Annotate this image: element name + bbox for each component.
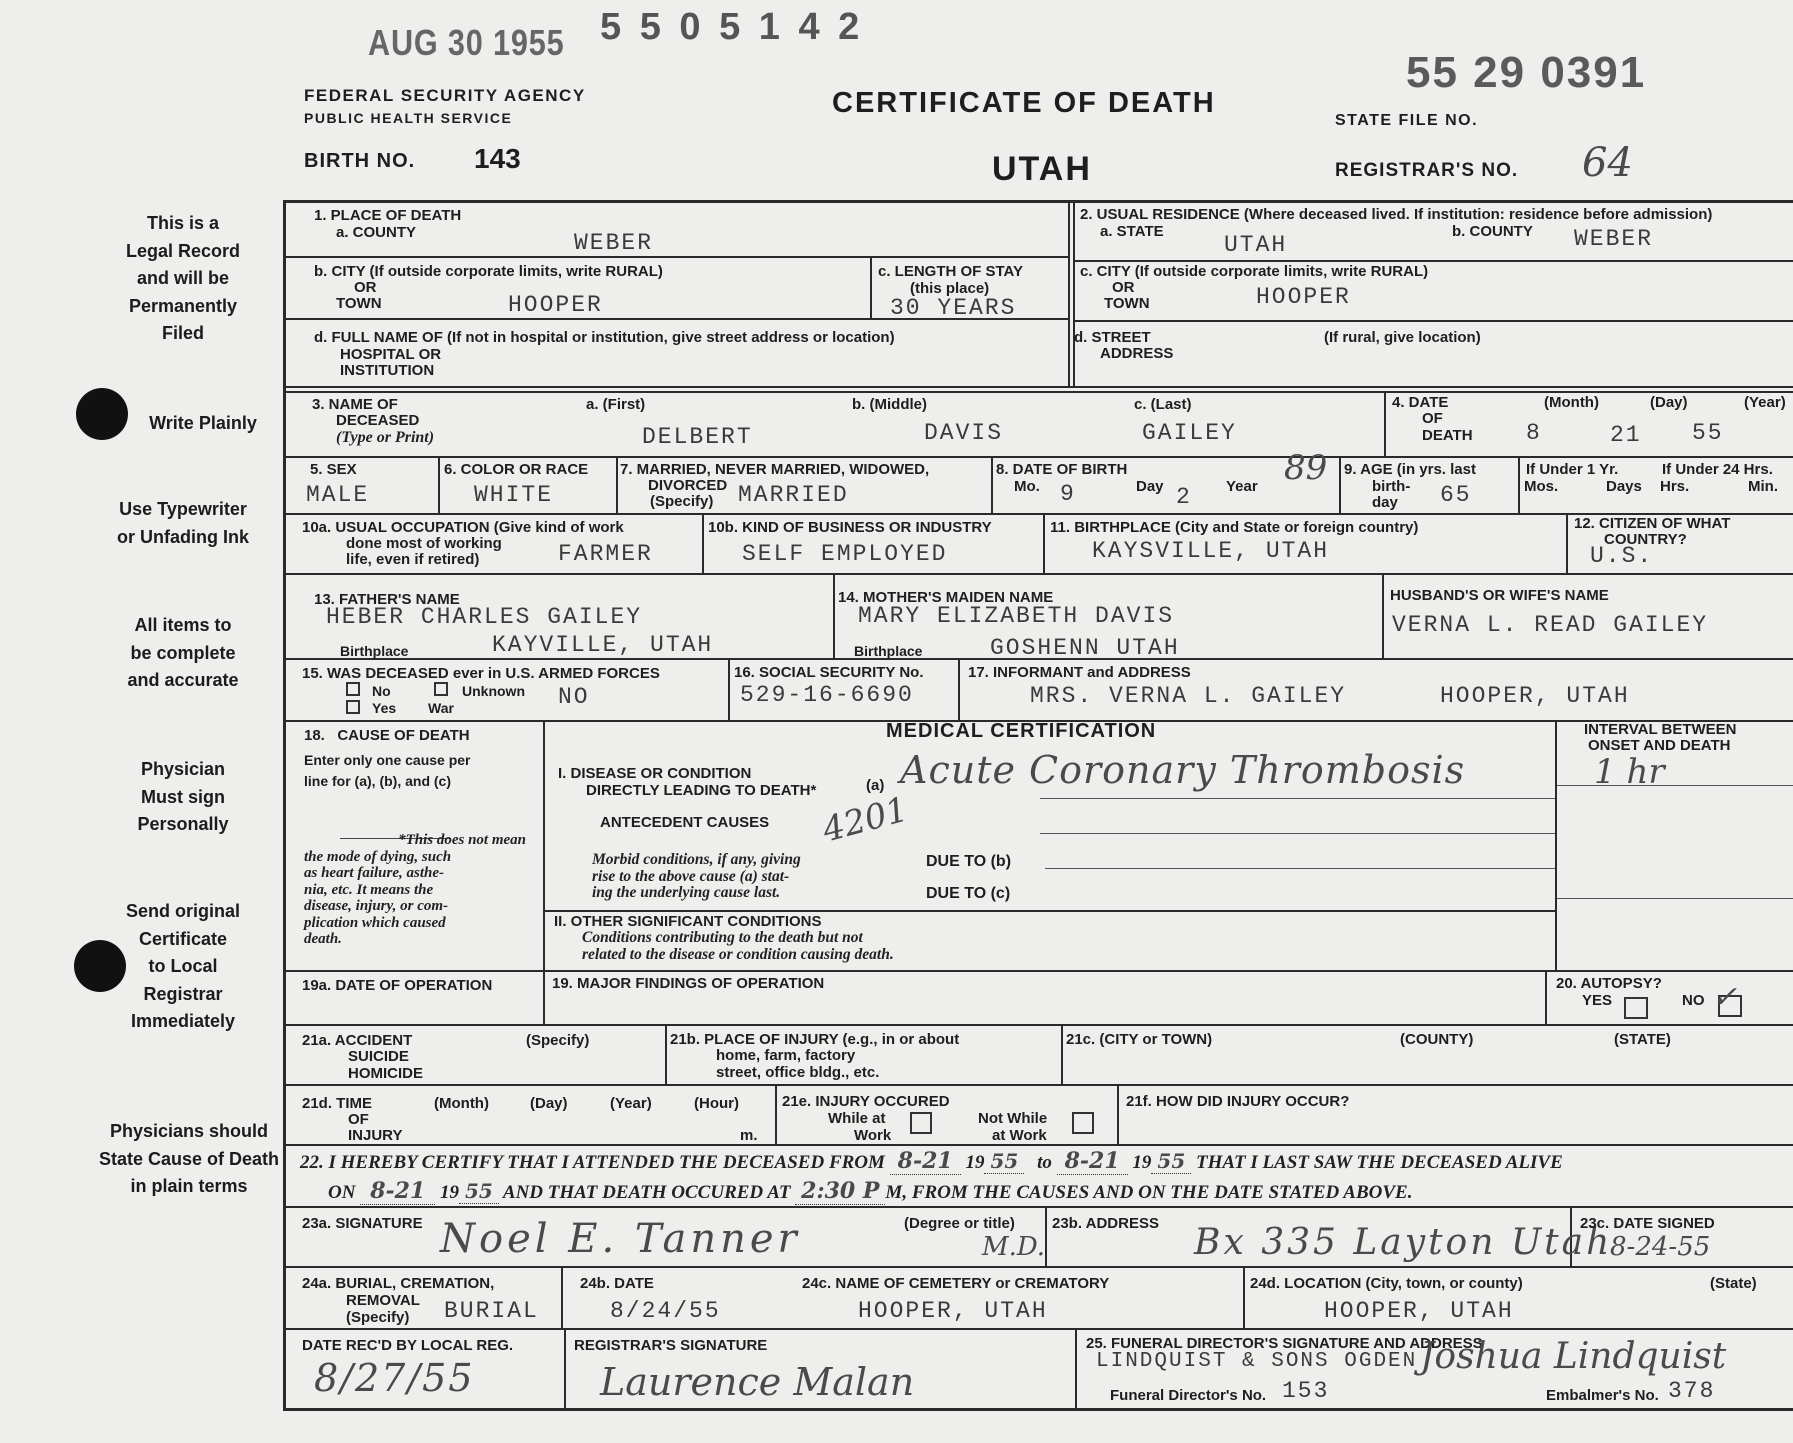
not-while-work-label-2: at Work [992,1127,1047,1144]
city-value: HOOPER [508,292,603,318]
registrar-no-value: 64 [1582,140,1633,186]
armed-forces-yes-checkbox[interactable] [346,700,360,714]
last-seen-year: 55 [459,1179,499,1204]
embalmer-no: 378 [1668,1378,1716,1404]
attend-to-year: 55 [1151,1149,1191,1174]
birth-no-label: BIRTH NO. [304,150,416,172]
birthplace-value: KAYSVILLE, UTAH [1092,538,1330,564]
autopsy-yes-label: YES [1582,992,1613,1009]
funeral-director-label: 25. FUNERAL DIRECTOR'S SIGNATURE AND ADDRESS [1086,1335,1483,1352]
write-plainly-note: Write Plainly [149,413,257,433]
hospital-label-3: INSTITUTION [340,362,435,379]
res-state-label: a. STATE [1100,223,1164,240]
hrs-label: Hrs. [1660,478,1690,495]
autopsy-no-label: NO [1682,992,1705,1009]
spouse-label: HUSBAND'S OR WIFE'S NAME [1390,587,1609,604]
attend-from-year: 55 [984,1149,1024,1174]
punch-hole-top [76,388,128,440]
death-time: 2:30 P [795,1178,885,1205]
funeral-director-no-label: Funeral Director's No. [1110,1387,1267,1404]
ssn-label: 16. SOCIAL SECURITY No. [734,664,924,681]
res-county-label: b. COUNTY [1452,223,1533,240]
send-original-note: Send original Certificate to Local Registrar Immediately [125,901,240,1031]
min-label: Min. [1748,478,1778,495]
agency-name: FEDERAL SECURITY AGENCY [304,86,586,105]
attendance-certification-line-2: ON 8-21 19 55 AND THAT DEATH OCCURED AT 2:30 P M, FROM THE CAUSES AND ON THE DATE STATED ABOVE. [328,1178,1413,1204]
interval-label-2: ONSET AND DEATH [1588,737,1731,754]
place-of-death-label: 1. PLACE OF DEATH [314,207,462,224]
due-to-b-label: DUE TO (b) [926,853,1012,870]
burial-label-2: REMOVAL [346,1292,420,1309]
state-file-number: 55 29 0391 [1406,48,1647,97]
injury-county-label: (COUNTY) [1400,1031,1474,1048]
hospital-label-2: HOSPITAL OR [340,346,442,363]
informant-value: MRS. VERNA L. GAILEY [1030,683,1347,709]
sex-label: 5. SEX [310,461,357,478]
injury-occurred-label: 21e. INJURY OCCURED [782,1093,950,1110]
citizen-label: 12. CITIZEN OF WHAT [1574,515,1731,532]
death-day-value: 21 [1610,422,1642,448]
death-day-label: (Day) [1650,394,1688,411]
cause-a-label: (a) [866,777,885,794]
operation-findings-label: 19. MAJOR FINDINGS OF OPERATION [552,975,825,992]
not-while-work-label: Not While [978,1110,1048,1127]
race-value: WHITE [474,482,554,508]
occupation-label-2: done most of working [346,535,502,552]
marital-value: MARRIED [738,482,849,508]
other-conditions-label: II. OTHER SIGNIFICANT CONDITIONS [554,913,822,930]
burial-value: BURIAL [444,1298,539,1324]
length-of-stay-value: 30 YEARS [890,295,1017,321]
funeral-home-value: LINDQUIST & SONS OGDEN [1096,1350,1418,1373]
cause-of-death-label: 18. CAUSE OF DEATH [304,727,470,744]
age-label-3: day [1372,494,1398,511]
res-city-town: TOWN [1104,295,1150,312]
while-at-work-label-2: Work [854,1127,892,1144]
occupation-value: FARMER [558,541,653,567]
citizen-label-2: COUNTRY? [1604,531,1687,548]
cause-note: *This does not mean the mode of dying, such as heart failure, asthe- nia, etc. It means the disease, injury, or com- plication which caused death. [304,832,526,947]
under-1yr-label: If Under 1 Yr. [1526,461,1619,478]
morbid-conditions-note: Morbid conditions, if any, giving rise to the above cause (a) stat- ing the underlying cause last. [592,851,801,901]
death-year-value: 55 [1692,420,1724,446]
attend-to-date: 8-21 [1057,1148,1128,1175]
burial-label-3: (Specify) [346,1309,410,1326]
location-state-label: (State) [1710,1275,1757,1292]
deceased-label: DECEASED [336,412,420,429]
race-label: 6. COLOR OR RACE [444,461,589,478]
street-label: d. STREET [1074,329,1151,346]
accident-specify: (Specify) [526,1032,590,1049]
business-value: SELF EMPLOYED [742,541,948,567]
armed-forces-unknown-checkbox[interactable] [434,682,448,696]
burial-date-value: 8/24/55 [610,1298,721,1324]
mother-bp-label: Birthplace [854,643,923,659]
mother-name-value: MARY ELIZABETH DAVIS [858,603,1175,629]
typewriter-note: Use Typewriter or Unfading Ink [117,499,249,547]
armed-forces-label: 15. WAS DECEASED ever in U.S. ARMED FORCES [302,665,660,682]
time-of-injury-of: OF [348,1111,369,1128]
father-bp-label: Birthplace [340,643,409,659]
age-value: 65 [1440,482,1472,508]
cause-a-value: Acute Coronary Thrombosis [900,748,1466,792]
date-received-value: 8/27/55 [314,1356,475,1400]
dob-day-label: Day [1136,478,1164,495]
res-state-value: UTAH [1224,232,1288,258]
father-bp-value: KAYVILLE, UTAH [492,632,714,658]
place-of-injury-2: home, farm, factory [716,1047,856,1064]
injury-day-label: (Day) [530,1095,568,1112]
date-of-death-label: 4. DATE [1392,394,1449,411]
age-label: 9. AGE (in yrs. last [1344,461,1476,478]
attend-from-date: 8-21 [890,1148,961,1175]
city-town-label: TOWN [336,295,382,312]
days-label: Days [1606,478,1642,495]
registrar-signature-label: REGISTRAR'S SIGNATURE [574,1337,768,1354]
state-cause-note: Physicians should State Cause of Death in plain terms [98,1121,280,1196]
degree-value: M.D. [982,1232,1046,1262]
last-name-value: GAILEY [1142,420,1237,446]
service-name: PUBLIC HEALTH SERVICE [304,110,513,126]
mos-label: Mos. [1524,478,1559,495]
res-county-value: WEBER [1574,226,1654,252]
date-received-label: DATE REC'D BY LOCAL REG. [302,1337,514,1354]
attendance-certification-line-1: 22. I HEREBY CERTIFY THAT I ATTENDED THE DECEASED FROM 8-21 19 55 to 8-21 19 55 THAT I LAST SAW THE DECEASED ALIVE [300,1148,1563,1174]
date-of-death-death: DEATH [1422,427,1473,444]
state-file-label: STATE FILE NO. [1335,112,1479,129]
place-of-injury-label: 21b. PLACE OF INJURY (e.g., in or about [670,1031,960,1048]
mother-name-label: 14. MOTHER'S MAIDEN NAME [838,589,1054,606]
funeral-director-signature: Joshua Lindquist [1420,1336,1727,1377]
informant-label: 17. INFORMANT and ADDRESS [968,664,1191,681]
father-name-label: 13. FATHER'S NAME [314,591,460,608]
place-of-injury-3: street, office bldg., etc. [716,1064,880,1081]
cause-instr-2: line for (a), (b), and (c) [304,773,451,789]
first-name-value: DELBERT [642,424,753,450]
time-of-injury-label: 21d. TIME [302,1095,373,1112]
complete-note: All items to be complete and accurate [127,615,239,690]
suicide-label: SUICIDE [348,1048,409,1065]
dob-mo-label: Mo. [1014,478,1040,495]
business-label: 10b. KIND OF BUSINESS OR INDUSTRY [708,519,992,536]
registrar-no-label: REGISTRAR'S NO. [1335,160,1519,181]
how-injury-label: 21f. HOW DID INJURY OCCUR? [1126,1093,1350,1110]
accident-label: 21a. ACCIDENT [302,1032,413,1049]
injury-year-label: (Year) [610,1095,652,1112]
time-of-injury-injury: INJURY [348,1127,403,1144]
cemetery-label: 24c. NAME OF CEMETERY or CREMATORY [802,1275,1110,1292]
punch-hole-bottom [74,940,126,992]
street-label-2: ADDRESS [1100,345,1174,362]
marital-label-2: DIVORCED [648,477,728,494]
date-signed-value: 8-24-55 [1610,1232,1711,1262]
physician-signature: Noel E. Tanner [440,1216,801,1262]
injury-month-label: (Month) [434,1095,489,1112]
cemetery-value: HOOPER, UTAH [858,1298,1048,1324]
dob-year-value: 89 [1284,448,1328,488]
cause-instr-1: Enter only one cause per [304,752,471,768]
dob-day-value: 2 [1176,484,1192,510]
antecedent-label: ANTECEDENT CAUSES [600,814,770,831]
name-label: 3. NAME OF [312,396,398,413]
death-month-value: 8 [1526,420,1542,446]
funeral-director-no: 153 [1282,1378,1330,1404]
middle-name-value: DAVIS [924,420,1004,446]
injury-city-label: 21c. (CITY or TOWN) [1066,1031,1213,1048]
hospital-name-label: d. FULL NAME OF (If not in hospital or institution, give street address or location) [314,329,895,346]
due-to-c-label: DUE TO (c) [926,885,1011,902]
physician-address: Bx 335 Layton Utah [1194,1222,1613,1263]
interval-value: 1 hr [1594,752,1665,792]
death-month-label: (Month) [1544,394,1599,411]
father-name-value: HEBER CHARLES GAILEY [326,604,643,630]
homicide-label: HOMICIDE [348,1065,423,1082]
received-date-stamp: AUG 30 1955 [368,22,565,63]
res-city-label: c. CITY (If outside corporate limits, write RURAL) [1080,263,1429,280]
disease-label: I. DISEASE OR CONDITION [558,765,752,782]
certificate-title: CERTIFICATE OF DEATH [832,87,1216,119]
burial-label: 24a. BURIAL, CREMATION, [302,1275,495,1292]
dob-month-value: 9 [1060,481,1076,507]
autopsy-no-check-mark: ✓ [1712,980,1738,1015]
interval-label: INTERVAL BETWEEN [1584,721,1737,738]
location-value: HOOPER, UTAH [1324,1298,1514,1324]
spouse-value: VERNA L. READ GAILEY [1392,612,1709,638]
dob-year-label: Year [1226,478,1258,495]
mother-bp-value: GOSHENN UTAH [990,635,1180,661]
not-while-work-checkbox[interactable] [1072,1112,1094,1134]
armed-forces-war-label: War [428,700,454,716]
state-title: UTAH [992,150,1092,188]
certificate-number-stamp: 5 5 0 5 1 4 2 [600,6,864,48]
injury-state-label: (STATE) [1614,1031,1671,1048]
degree-label: (Degree or title) [904,1215,1015,1232]
signature-label: 23a. SIGNATURE [302,1215,423,1232]
res-city-value: HOOPER [1256,284,1351,310]
armed-forces-no-label: No [372,683,391,699]
marital-label: 7. MARRIED, NEVER MARRIED, WIDOWED, [620,461,930,478]
birth-no-value: 143 [474,143,521,174]
citizen-value: U.S. [1590,543,1654,569]
this-place-label: (this place) [910,280,990,297]
county-label: a. COUNTY [336,224,417,241]
city-label: b. CITY (If outside corporate limits, write RURAL) [314,263,663,280]
other-conditions-note: Conditions contributing to the death but not related to the disease or condition causing death. [582,929,894,963]
first-name-label: a. (First) [586,396,646,413]
dob-label: 8. DATE OF BIRTH [996,461,1128,478]
ssn-value: 529-16-6690 [740,682,914,708]
autopsy-label: 20. AUTOPSY? [1556,975,1662,992]
last-seen-date: 8-21 [360,1178,435,1205]
armed-forces-value: NO [558,684,590,710]
informant-address-value: HOOPER, UTAH [1440,683,1630,709]
age-label-2: birth- [1372,478,1411,495]
injury-m-label: m. [740,1127,758,1144]
res-city-or: OR [1112,279,1135,296]
occupation-label: 10a. USUAL OCCUPATION (Give kind of work [302,519,624,536]
middle-name-label: b. (Middle) [852,396,927,413]
address-label: 23b. ADDRESS [1052,1215,1159,1232]
armed-forces-yes-label: Yes [372,700,397,716]
length-of-stay-label: c. LENGTH OF STAY [878,263,1024,280]
death-year-label: (Year) [1744,394,1786,411]
usual-residence-label: 2. USUAL RESIDENCE (Where deceased lived. If institution: residence before admission) [1080,206,1713,223]
while-at-work-checkbox[interactable] [910,1112,932,1134]
location-label: 24d. LOCATION (City, town, or county) [1250,1275,1523,1292]
city-or-label: OR [354,279,377,296]
armed-forces-no-checkbox[interactable] [346,682,360,696]
last-name-label: c. (Last) [1134,396,1192,413]
rural-location-label: (If rural, give location) [1324,329,1481,346]
county-value: WEBER [574,230,654,256]
type-print-label: (Type or Print) [336,429,435,446]
while-at-work-label: While at [828,1110,886,1127]
disease-code: 4201 [818,789,913,851]
registrar-signature: Laurence Malan [600,1360,915,1404]
injury-hour-label: (Hour) [694,1095,739,1112]
date-of-death-of: OF [1422,410,1443,427]
birthplace-label: 11. BIRTHPLACE (City and State or foreign country) [1050,519,1419,536]
embalmer-no-label: Embalmer's No. [1546,1387,1659,1404]
under-24hrs-label: If Under 24 Hrs. [1662,461,1773,478]
armed-forces-unknown-label: Unknown [462,683,525,699]
burial-date-label: 24b. DATE [580,1275,654,1292]
legal-record-note: This is a Legal Record and will be Permanently Filed [125,213,241,343]
occupation-label-3: life, even if retired) [346,551,480,568]
autopsy-yes-checkbox[interactable] [1624,997,1648,1019]
marital-label-3: (Specify) [650,493,714,510]
medical-certification-title: MEDICAL CERTIFICATION [886,720,1157,742]
date-of-operation-label: 19a. DATE OF OPERATION [302,977,493,994]
sex-value: MALE [306,482,370,508]
date-signed-label: 23c. DATE SIGNED [1580,1215,1715,1232]
physician-sign-note: Physician Must sign Personally [137,759,229,834]
disease-label-2: DIRECTLY LEADING TO DEATH* [586,782,817,799]
